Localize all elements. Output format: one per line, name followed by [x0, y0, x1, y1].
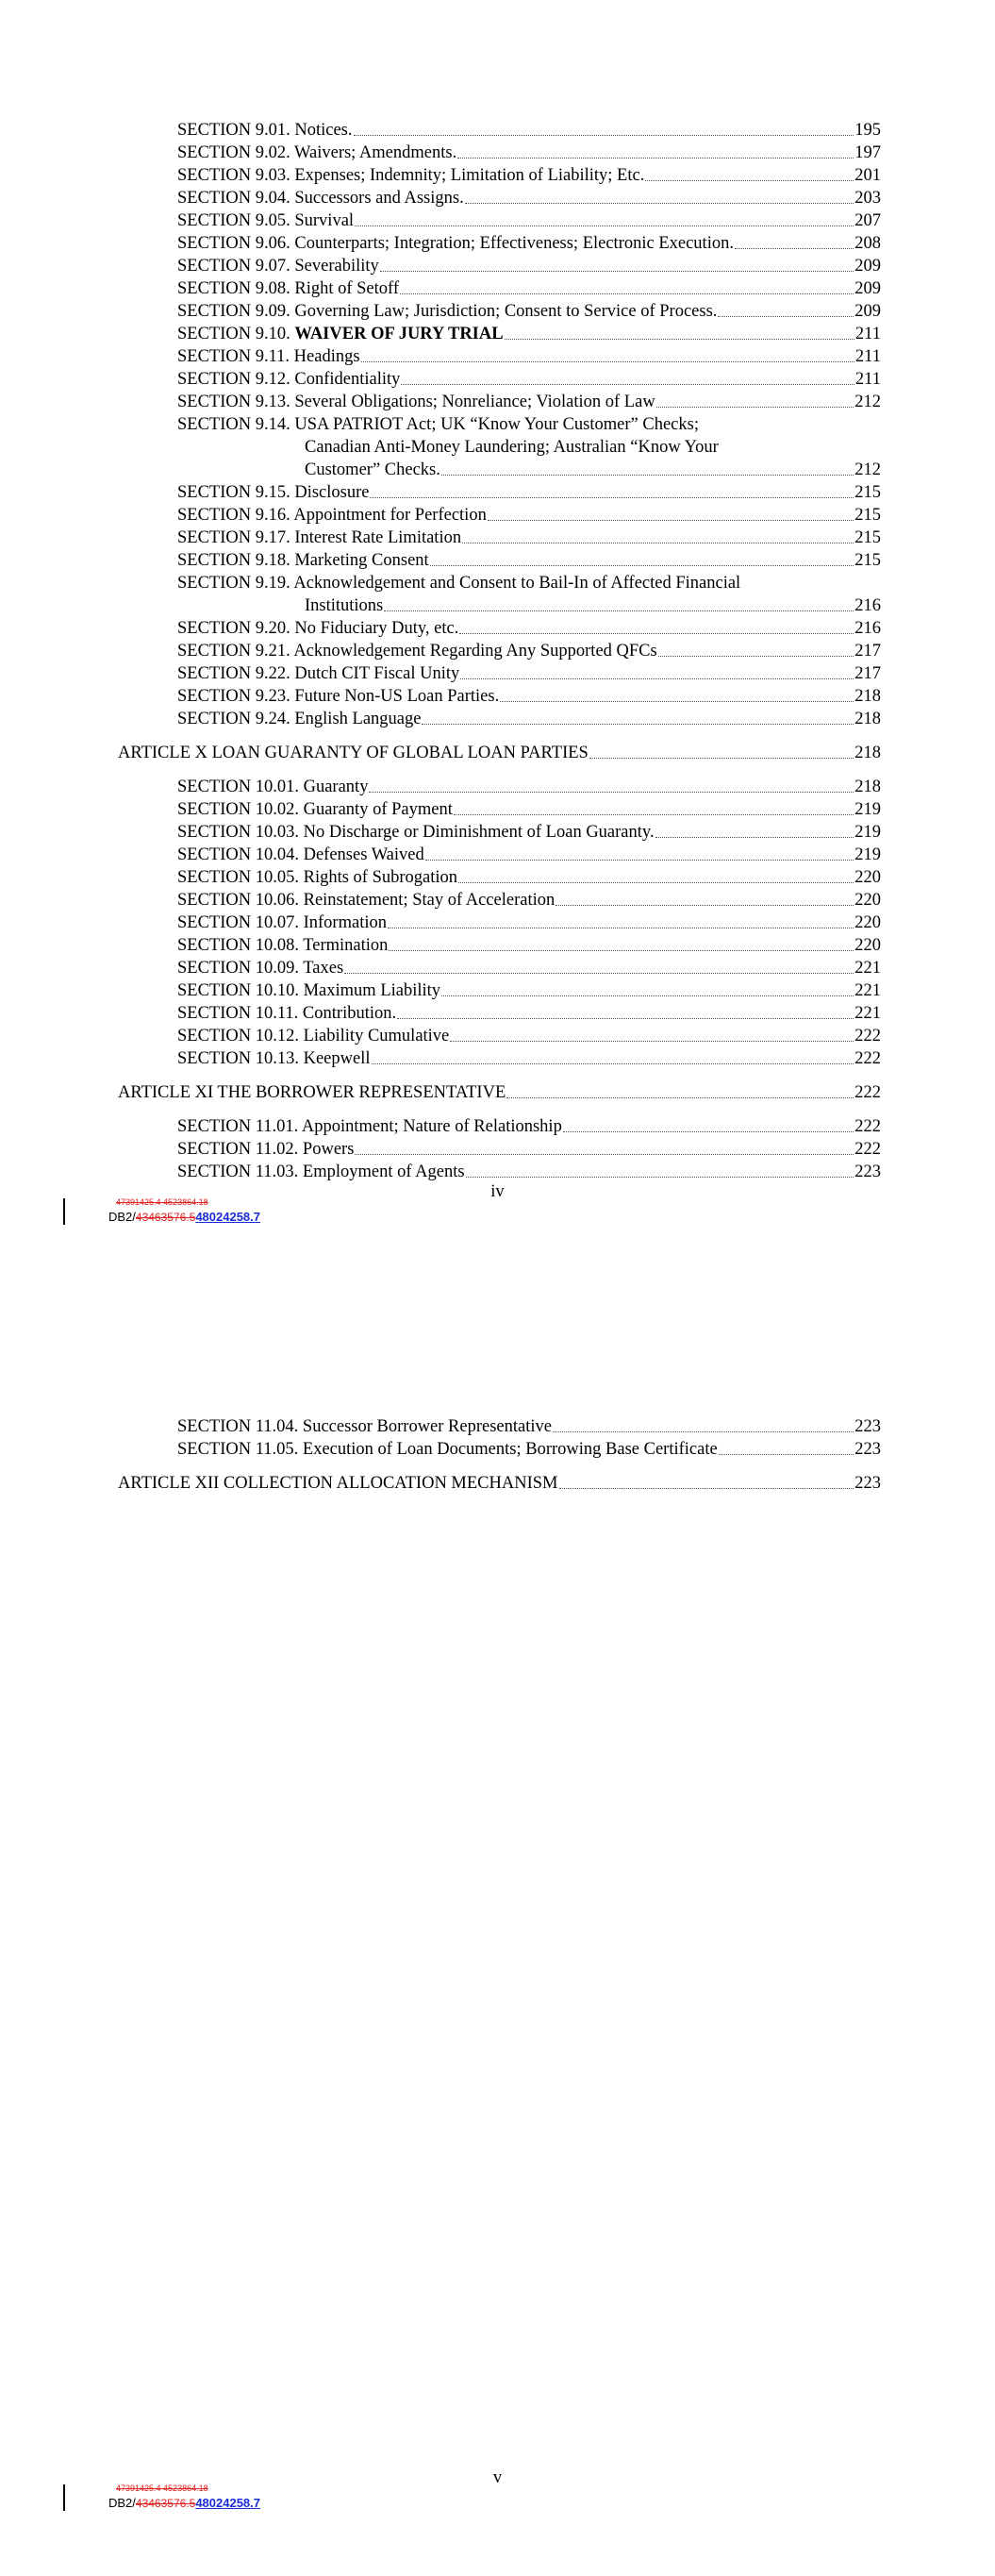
toc-entry[interactable]: SECTION 9.05. Survival 207 — [177, 211, 881, 230]
toc-entry[interactable]: SECTION 9.01. Notices. 195 — [177, 121, 881, 140]
toc-entry[interactable]: SECTION 9.10. WAIVER OF JURY TRIAL 211 — [177, 325, 881, 343]
toc-entry[interactable]: SECTION 9.17. Interest Rate Limitation 215 — [177, 528, 881, 547]
revision-bar — [63, 1198, 65, 1225]
toc-entry[interactable]: SECTION 11.02. Powers 222 — [177, 1140, 881, 1159]
page-number: iv — [490, 1182, 505, 1201]
toc-entry[interactable]: SECTION 11.04. Successor Borrower Representative 223 — [177, 1417, 881, 1436]
toc-entry[interactable]: SECTION 9.16. Appointment for Perfection 215 — [177, 506, 881, 525]
toc-entry-multiline[interactable]: SECTION 9.14. USA PATRIOT Act; UK “Know Your Customer” Checks; Canadian Anti-Money Laundering; Australian “Know Your Customer” Checks. 212 — [177, 415, 881, 479]
toc-entry[interactable]: SECTION 10.13. Keepwell 222 — [177, 1049, 881, 1068]
toc-entry[interactable]: SECTION 9.11. Headings 211 — [177, 347, 881, 366]
toc-entry[interactable]: SECTION 9.24. English Language 218 — [177, 710, 881, 728]
toc-entry[interactable]: SECTION 11.01. Appointment; Nature of Relationship 222 — [177, 1117, 881, 1136]
toc-entry[interactable]: SECTION 11.03. Employment of Agents 223 — [177, 1163, 881, 1181]
toc-entry[interactable]: SECTION 9.02. Waivers; Amendments. 197 — [177, 143, 881, 162]
toc-entry[interactable]: SECTION 9.20. No Fiduciary Duty, etc. 216 — [177, 619, 881, 638]
toc-entry[interactable]: SECTION 9.21. Acknowledgement Regarding Any Supported QFCs 217 — [177, 642, 881, 661]
toc-entry[interactable]: SECTION 10.11. Contribution. 221 — [177, 1004, 881, 1023]
toc-entry[interactable]: SECTION 9.23. Future Non-US Loan Parties. 218 — [177, 687, 881, 706]
document-footer-id: 47391425.4 4523864.18 DB2/43463576.548024258.7 — [108, 1210, 260, 1224]
toc-entry[interactable]: SECTION 9.03. Expenses; Indemnity; Limitation of Liability; Etc. 201 — [177, 166, 881, 185]
toc-entry[interactable]: SECTION 9.08. Right of Setoff 209 — [177, 279, 881, 298]
toc-entry[interactable]: SECTION 10.09. Taxes 221 — [177, 959, 881, 978]
toc-article-entry[interactable]: ARTICLE XI THE BORROWER REPRESENTATIVE 222 — [118, 1083, 881, 1102]
toc-entry[interactable]: SECTION 10.12. Liability Cumulative 222 — [177, 1027, 881, 1045]
toc-entry[interactable]: SECTION 10.03. No Discharge or Diminishment of Loan Guaranty. 219 — [177, 823, 881, 842]
toc-entry[interactable]: SECTION 10.02. Guaranty of Payment 219 — [177, 800, 881, 819]
toc-article-entry[interactable]: ARTICLE X LOAN GUARANTY OF GLOBAL LOAN PARTIES 218 — [118, 744, 881, 762]
toc-entry-multiline[interactable]: SECTION 9.19. Acknowledgement and Consent to Bail-In of Affected Financial Institutions 216 — [177, 574, 881, 615]
toc-entry[interactable]: SECTION 9.15. Disclosure 215 — [177, 483, 881, 502]
toc-entry[interactable]: SECTION 10.05. Rights of Subrogation 220 — [177, 868, 881, 887]
toc-entry[interactable]: SECTION 9.12. Confidentiality 211 — [177, 370, 881, 389]
toc-entry[interactable]: SECTION 9.13. Several Obligations; Nonreliance; Violation of Law 212 — [177, 393, 881, 411]
toc-entry[interactable]: SECTION 10.01. Guaranty 218 — [177, 778, 881, 796]
document-footer-id: 47391425.4 4523864.18 DB2/43463576.548024258.7 — [108, 2496, 260, 2510]
toc-entry[interactable]: SECTION 9.18. Marketing Consent 215 — [177, 551, 881, 570]
toc-entry[interactable]: SECTION 10.10. Maximum Liability 221 — [177, 981, 881, 1000]
toc-entry[interactable]: SECTION 9.07. Severability 209 — [177, 257, 881, 276]
toc-entry[interactable]: SECTION 9.06. Counterparts; Integration; Effectiveness; Electronic Execution. 208 — [177, 234, 881, 253]
toc-entry[interactable]: SECTION 11.05. Execution of Loan Documents; Borrowing Base Certificate 223 — [177, 1440, 881, 1459]
revision-bar — [63, 2484, 65, 2511]
toc-entry[interactable]: SECTION 9.22. Dutch CIT Fiscal Unity 217 — [177, 664, 881, 683]
toc-entry[interactable]: SECTION 10.04. Defenses Waived 219 — [177, 845, 881, 864]
page-number: v — [492, 2468, 503, 2487]
toc-entry[interactable]: SECTION 9.09. Governing Law; Jurisdiction; Consent to Service of Process. 209 — [177, 302, 881, 321]
toc-entry[interactable]: SECTION 9.04. Successors and Assigns. 203 — [177, 189, 881, 208]
toc-entry[interactable]: SECTION 10.07. Information 220 — [177, 913, 881, 932]
toc-entry[interactable]: SECTION 10.08. Termination 220 — [177, 936, 881, 955]
toc-entry[interactable]: SECTION 10.06. Reinstatement; Stay of Acceleration 220 — [177, 891, 881, 910]
toc-article-entry[interactable]: ARTICLE XII COLLECTION ALLOCATION MECHANISM 223 — [118, 1474, 881, 1493]
